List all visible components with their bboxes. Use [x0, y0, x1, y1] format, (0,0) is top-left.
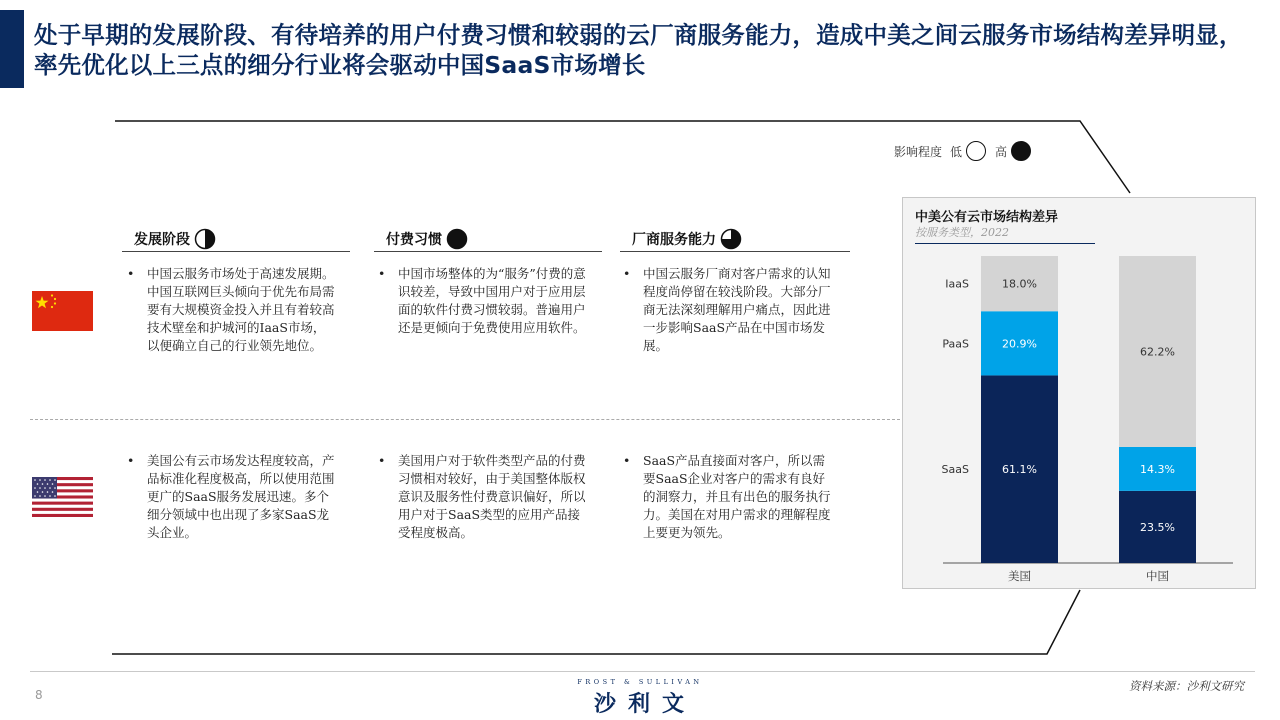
data-label: 61.1%: [1002, 463, 1037, 477]
row-divider: [30, 419, 900, 420]
bullet-china-payment: [378, 265, 592, 337]
full-circle-icon: [1011, 141, 1031, 161]
data-label: 20.9%: [1002, 337, 1037, 351]
series-label: PaaS: [942, 337, 969, 351]
half-circle-icon: [194, 228, 216, 250]
chart-subtitle: 按服务类型，2022: [915, 224, 1095, 244]
stacked-bar-chart: [903, 198, 1257, 590]
series-label: SaaS: [941, 463, 969, 477]
data-label: 23.5%: [1140, 520, 1175, 534]
series-label: IaaS: [945, 277, 969, 291]
bullet-china-stage: [127, 265, 335, 355]
chart-title: 中美公有云市场结构差异: [915, 210, 1059, 225]
column-heading-label: 厂商服务能力: [632, 231, 716, 248]
bullet-dot: •: [378, 266, 386, 281]
column-heading-stage: [122, 226, 350, 252]
empty-circle-icon: [966, 141, 986, 161]
data-label: 18.0%: [1002, 277, 1037, 291]
bullet-dot: •: [378, 453, 386, 468]
usa-flag-icon: [32, 477, 93, 517]
legend-label: 影响程度: [894, 144, 943, 159]
bullet-text: 美国公有云市场发达程度较高，产品标准化程度极高，所以使用范围更广的SaaS服务发展迅速。多个细分领域中也出现了多家SaaS龙头企业。: [147, 453, 335, 540]
bullet-dot: •: [127, 266, 135, 281]
bullet-usa-payment: [378, 452, 588, 542]
data-label: 62.2%: [1140, 345, 1175, 359]
frost-sullivan-logo: [570, 678, 710, 718]
bullet-text: SaaS产品直接面对客户，所以需要SaaS企业对客户的需求有良好的洞察力，并且有出色的服务执行力。美国在对用户需求的理解程度上要更为领先。: [643, 453, 831, 540]
footer-divider: [30, 671, 1255, 672]
bullet-usa-vendor: [623, 452, 833, 542]
data-label: 14.3%: [1140, 462, 1175, 476]
bullet-text: 美国用户对于软件类型产品的付费习惯相对较好，由于美国整体版权意识及服务性付费意识偏好，所以用户对于SaaS类型的应用产品接受程度极高。: [398, 453, 586, 540]
logo-english-text: FROST & SULLIVAN: [577, 678, 703, 686]
source-note: 资料来源：沙利文研究: [1129, 679, 1244, 693]
chart-panel: [902, 197, 1256, 589]
title-accent-bar: [0, 10, 24, 88]
bullet-dot: •: [623, 453, 631, 468]
full-circle-icon: [446, 228, 468, 250]
legend-high-label: 高: [995, 144, 1008, 159]
bullet-china-vendor: [623, 265, 833, 355]
impact-legend: [894, 141, 1040, 161]
bullet-text: 中国云服务厂商对客户需求的认知程度尚停留在较浅阶段。大部分厂商无法深刻理解用户痛点，因此进一步影响SaaS产品在中国市场发展。: [643, 266, 831, 353]
page-number: 8: [35, 688, 43, 702]
column-heading-payment: [374, 226, 602, 252]
logo-chinese-text: 沙利文: [593, 692, 696, 717]
bullet-dot: •: [127, 453, 135, 468]
category-tick-label: 美国: [1008, 569, 1031, 583]
bullet-text: 中国云服务市场处于高速发展期。中国互联网巨头倾向于优先布局需要有大规模资金投入并且有着较高技术壁垒和护城河的IaaS市场，以便确立自己的行业领先地位。: [147, 266, 335, 353]
bullet-text: 中国市场整体的为“服务”付费的意识较差，导致中国用户对于应用层面的软件付费习惯较弱。普遍用户还是更倾向于免费使用应用软件。: [398, 266, 586, 335]
column-heading-label: 付费习惯: [386, 231, 442, 248]
bullet-dot: •: [623, 266, 631, 281]
china-flag-icon: [32, 291, 93, 331]
three-quarter-circle-icon: [720, 228, 742, 250]
bullet-usa-stage: [127, 452, 335, 542]
legend-low-label: 低: [950, 144, 963, 159]
page-title: 处于早期的发展阶段、有待培养的用户付费习惯和较弱的云厂商服务能力，造成中美之间云服务市场结构差异明显，率先优化以上三点的细分行业将会驱动中国SaaS市场增长: [34, 21, 1243, 79]
column-heading-label: 发展阶段: [134, 231, 190, 248]
category-tick-label: 中国: [1146, 569, 1169, 583]
column-heading-vendor: [620, 226, 850, 252]
